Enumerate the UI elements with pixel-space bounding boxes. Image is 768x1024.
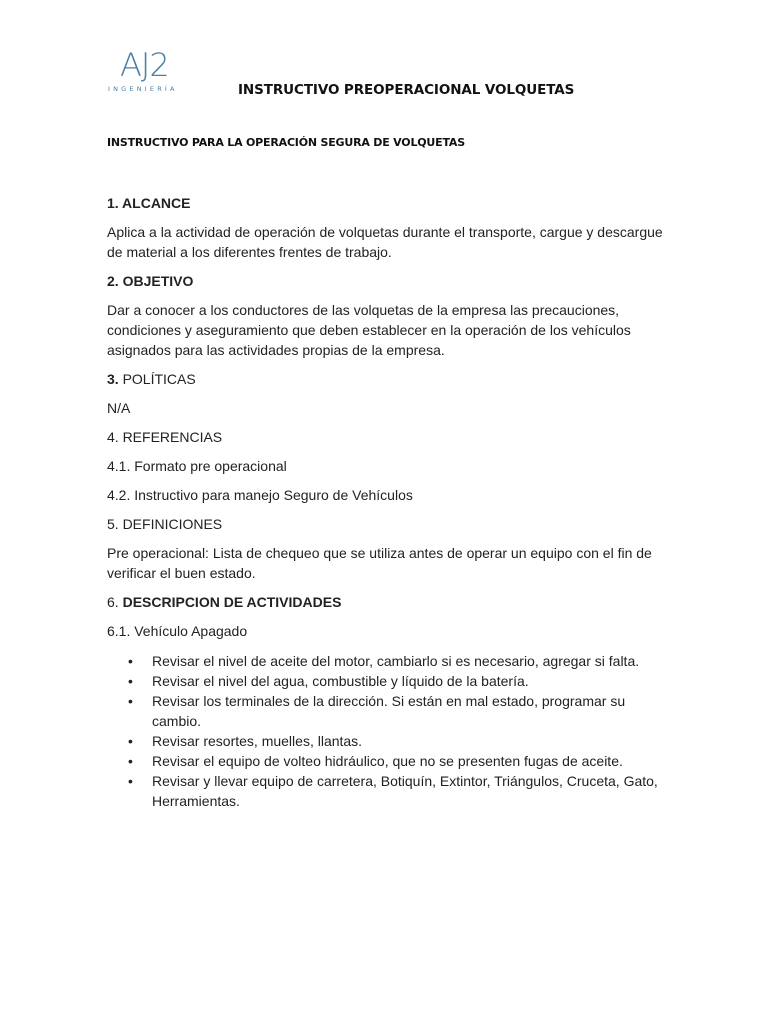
- list-item: [107, 731, 667, 751]
- section-heading-actividades: [107, 592, 667, 612]
- referencia-item: 4.1. Formato pre operacional: [107, 458, 287, 474]
- logo-mark: AJ2: [120, 46, 169, 84]
- section-heading-objetivo: 2. OBJETIVO: [107, 273, 194, 289]
- politicas-label: POLÍTICAS: [118, 371, 196, 387]
- list-item-text: Revisar el equipo de volteo hidráulico, que no se presenten fugas de aceite.: [152, 753, 623, 769]
- bullet-icon: •: [128, 693, 133, 709]
- section-heading-alcance: 1. ALCANCE: [107, 195, 191, 211]
- definiciones-text: Pre operacional: Lista de chequeo que se utiliza antes de operar un equipo con el fin de verificar el buen estado.: [107, 545, 652, 581]
- bullet-icon: •: [128, 753, 133, 769]
- logo-subtext: INGENIERÍA: [108, 85, 178, 93]
- list-item: [107, 651, 667, 671]
- list-item: [107, 771, 667, 811]
- list-item-text: Revisar el nivel de aceite del motor, cambiarlo si es necesario, agregar si falta.: [152, 653, 640, 669]
- bullet-icon: •: [128, 773, 133, 789]
- actividades-number: 6.: [107, 594, 123, 610]
- document-title: INSTRUCTIVO PREOPERACIONAL VOLQUETAS: [238, 82, 575, 98]
- list-item-text: Revisar y llevar equipo de carretera, Botiquín, Extintor, Triángulos, Cruceta, Gato, Herramientas.: [152, 773, 658, 809]
- section-heading-politicas: [107, 369, 667, 389]
- list-item-text: Revisar el nivel del agua, combustible y líquido de la batería.: [152, 673, 529, 689]
- section-heading-definiciones: 5. DEFINICIONES: [107, 516, 223, 532]
- alcance-text: Aplica a la actividad de operación de volquetas durante el transporte, cargue y descargue de material a los diferentes frentes de trabajo.: [107, 224, 663, 260]
- list-item: [107, 671, 667, 691]
- politicas-text: N/A: [107, 400, 131, 416]
- bullet-icon: •: [128, 733, 133, 749]
- section-heading-referencias: 4. REFERENCIAS: [107, 429, 223, 445]
- document-subtitle: INSTRUCTIVO PARA LA OPERACIÓN SEGURA DE VOLQUETAS: [107, 136, 465, 149]
- list-item-text: Revisar resortes, muelles, llantas.: [152, 733, 363, 749]
- actividades-subheading: 6.1. Vehículo Apagado: [107, 623, 248, 639]
- bullet-icon: •: [128, 673, 133, 689]
- company-logo: [106, 48, 196, 98]
- bullet-icon: •: [128, 653, 133, 669]
- referencia-item: 4.2. Instructivo para manejo Seguro de Vehículos: [107, 487, 413, 503]
- actividades-label: DESCRIPCION DE ACTIVIDADES: [122, 594, 342, 610]
- objetivo-text: Dar a conocer a los conductores de las volquetas de la empresa las precauciones, condiciones y aseguramiento que deben establecer en la operación de los vehículos asignados para las actividades propias de la empresa.: [107, 302, 631, 358]
- politicas-number: 3.: [107, 371, 119, 387]
- list-item-text: Revisar los terminales de la dirección. Si están en mal estado, programar su cambio.: [152, 693, 626, 729]
- activities-list: [107, 651, 667, 811]
- list-item: [107, 691, 667, 731]
- document-body: [107, 193, 667, 811]
- list-item: [107, 751, 667, 771]
